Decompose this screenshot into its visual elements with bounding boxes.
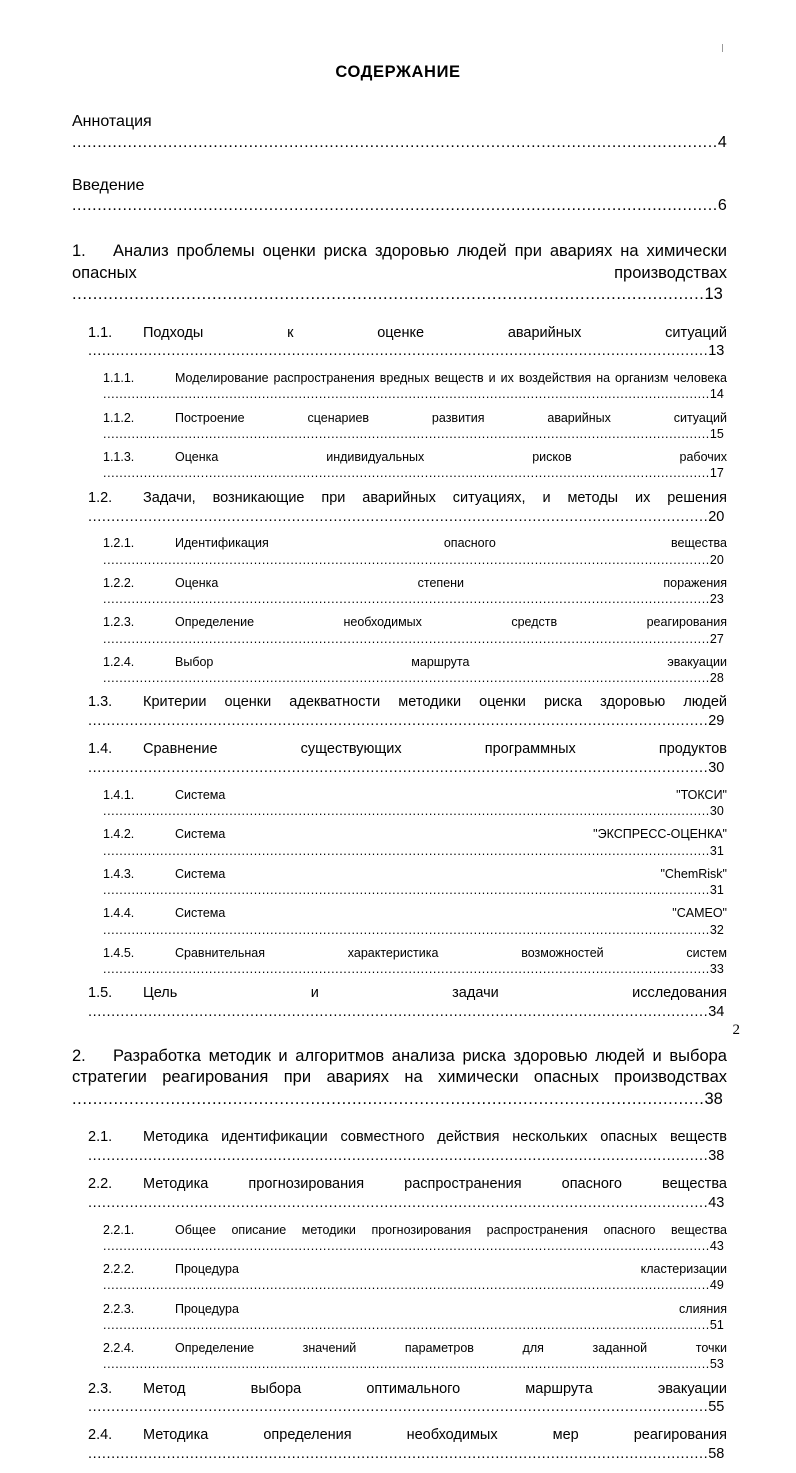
dot-leader: ..................................................................................................................................................... — [103, 466, 710, 481]
entry-page-number: 31 — [709, 883, 724, 897]
entry-page-number: 43 — [708, 1194, 725, 1211]
dot-leader: ...................................................................................................................................... — [88, 343, 709, 360]
entry-label: Система "ChemRisk" — [175, 866, 727, 881]
entry-label: Задачи, возникающие при аварийных ситуациях, и методы их решения — [143, 489, 727, 506]
entry-page-number: 31 — [709, 843, 724, 858]
dot-leader: ...................................................................................................................................... — [88, 759, 709, 776]
entry-label: Определение необходимых средств реагирования — [175, 615, 727, 630]
entry-page-number: 38 — [708, 1148, 725, 1165]
entry-label: Моделирование распространения вредных веществ и их воздействия на организм человека — [175, 371, 727, 386]
entry-label: Система "ЭКСПРЕСС-ОЦЕНКА" — [175, 827, 727, 842]
entry-number: 1.2.2. — [103, 575, 135, 590]
entry-label: Сравнение существующих программных продуктов — [143, 741, 727, 758]
entry-number: 1.1.1. — [103, 371, 135, 386]
toc-entry-front-0[interactable] — [72, 112, 727, 154]
toc-entry-section-1-2[interactable] — [88, 693, 727, 731]
toc-entry-subsection-122[interactable] — [103, 575, 727, 608]
toc-entry-front-1[interactable] — [72, 176, 727, 218]
toc-entry-subsection-121[interactable] — [103, 535, 727, 568]
page-title: СОДЕРЖАНИЕ — [335, 63, 461, 81]
entry-page-number: 33 — [709, 962, 724, 976]
entry-page-number: 43 — [709, 1238, 724, 1253]
entry-label: Введение — [72, 176, 145, 194]
entry-label: Система "ТОКСИ" — [175, 787, 727, 802]
entry-number: 2.2.4. — [103, 1341, 135, 1356]
dot-leader: ..................................................................................................................................................... — [103, 1238, 710, 1253]
entry-page-number: 13 — [704, 285, 723, 304]
toc-entry-section-1-3[interactable] — [88, 740, 727, 778]
entry-number: 1.4.4. — [103, 906, 135, 921]
dot-leader: ................................................................................................................................ — [72, 197, 718, 215]
toc-entry-section-2-2[interactable] — [88, 1380, 727, 1418]
entry-page-number: 13 — [708, 343, 725, 360]
dot-leader: .......................................................................................................................... — [72, 1089, 705, 1108]
entry-number: 1.1.3. — [103, 450, 135, 465]
entry-page-number: 15 — [709, 426, 724, 441]
entry-label: Аннотация — [72, 113, 152, 130]
dot-leader: ...................................................................................................................................... — [88, 1399, 709, 1416]
toc-entry-section-1-0[interactable] — [88, 324, 727, 362]
entry-page-number: 49 — [709, 1278, 724, 1293]
entry-page-number: 27 — [709, 631, 724, 646]
dot-leader: ...................................................................................................................................... — [88, 1148, 709, 1165]
entry-page-number: 53 — [709, 1357, 724, 1372]
entry-page-number: 29 — [708, 713, 725, 730]
entry-label: Методика идентификации совместного действия нескольких опасных веществ — [143, 1129, 727, 1146]
entry-page-number: 20 — [708, 508, 725, 525]
toc-entry-section-2-3[interactable] — [88, 1426, 727, 1464]
dot-leader: ..................................................................................................................................................... — [103, 552, 710, 567]
toc-entry-subsection-113[interactable] — [103, 449, 727, 482]
dot-leader: ..................................................................................................................................................... — [103, 962, 710, 976]
entry-page-number: 51 — [709, 1317, 724, 1332]
toc-entry-subsection-143[interactable] — [103, 866, 727, 899]
toc-entry-section-1-1[interactable] — [88, 489, 727, 527]
entry-label: Метод выбора оптимального маршрута эвакуации — [143, 1380, 727, 1397]
entry-number: 1.2.4. — [103, 654, 135, 669]
entry-label: Процедура кластеризации — [175, 1262, 727, 1277]
entry-label: Идентификация опасного вещества — [175, 536, 727, 551]
entry-number: 2.2.3. — [103, 1301, 135, 1316]
page-number: 2 — [732, 1022, 740, 1038]
toc-entry-subsection-111[interactable] — [103, 370, 727, 403]
entry-number: 2.1. — [88, 1129, 113, 1146]
toc-entry-subsection-112[interactable] — [103, 410, 727, 443]
toc-entry-subsection-123[interactable] — [103, 614, 727, 647]
entry-label: Методика прогнозирования распространения опасного вещества — [143, 1175, 727, 1192]
entry-number: 2.2.2. — [103, 1262, 135, 1277]
dot-leader: ..................................................................................................................................................... — [103, 426, 710, 441]
entry-number: 2.2. — [88, 1175, 113, 1192]
toc-entry-subsection-144[interactable] — [103, 905, 727, 938]
toc-entry-subsection-224[interactable] — [103, 1340, 727, 1373]
entry-page-number: 58 — [708, 1446, 725, 1463]
dot-leader: ...................................................................................................................................... — [88, 713, 709, 730]
entry-label: Подходы к оценке аварийных ситуаций — [143, 324, 727, 341]
toc-entry-subsection-141[interactable] — [103, 787, 727, 820]
toc-entry-subsection-221[interactable] — [103, 1222, 727, 1255]
entry-page-number: 34 — [708, 1004, 725, 1021]
dot-leader: ..................................................................................................................................................... — [103, 387, 710, 402]
entry-number: 2.3. — [88, 1380, 113, 1397]
entry-number: 1.1.2. — [103, 410, 135, 425]
dot-leader: ................................................................................................................................ — [72, 133, 718, 151]
entry-label: Система "CAMEO" — [175, 906, 727, 921]
entry-number: 1.4.3. — [103, 866, 135, 881]
toc-entry-section-2-1[interactable] — [88, 1175, 727, 1213]
dot-leader: ..................................................................................................................................................... — [103, 883, 710, 897]
entry-number: 1.4.5. — [103, 945, 135, 960]
entry-page-number: 28 — [709, 671, 724, 686]
entry-page-number: 23 — [709, 592, 724, 607]
entry-label: Сравнительная характеристика возможностей систем — [175, 945, 727, 960]
dot-leader: ...................................................................................................................................... — [88, 1446, 709, 1463]
entry-page-number: 6 — [717, 197, 727, 215]
entry-number: 1.4. — [88, 741, 113, 758]
entry-page-number: 20 — [709, 552, 724, 567]
scan-artifact-mark — [722, 44, 723, 52]
entry-label: Цель и задачи исследования — [143, 985, 727, 1002]
entry-page-number: 30 — [708, 759, 725, 776]
entry-number: 1.4.1. — [103, 787, 135, 802]
entry-number: 1.4.2. — [103, 827, 135, 842]
entry-number: 2.2.1. — [103, 1222, 135, 1237]
table-of-contents — [72, 112, 727, 1473]
toc-entry-subsection-145[interactable] — [103, 945, 727, 978]
dot-leader: ...................................................................................................................................... — [88, 1004, 709, 1021]
entry-page-number: 17 — [709, 466, 724, 481]
dot-leader: ..................................................................................................................................................... — [103, 631, 710, 646]
entry-label: Методика определения необходимых мер реагирования — [143, 1427, 727, 1444]
toc-entry-chapter-0[interactable] — [72, 241, 727, 305]
dot-leader: ..................................................................................................................................................... — [103, 1278, 710, 1293]
toc-entry-subsection-222[interactable] — [103, 1261, 727, 1294]
entry-page-number: 4 — [717, 133, 727, 151]
dot-leader: ..................................................................................................................................................... — [103, 1317, 710, 1332]
entry-page-number: 38 — [704, 1089, 723, 1108]
entry-label: Общее описание методики прогнозирования распространения опасного вещества — [175, 1222, 727, 1237]
toc-entry-section-2-0[interactable] — [88, 1128, 727, 1166]
dot-leader: ..................................................................................................................................................... — [103, 843, 710, 858]
entry-page-number: 30 — [709, 804, 724, 818]
dot-leader: .......................................................................................................................... — [72, 285, 705, 304]
dot-leader: ..................................................................................................................................................... — [103, 592, 710, 607]
entry-number: 1.2.1. — [103, 536, 135, 551]
dot-leader: ..................................................................................................................................................... — [103, 1357, 710, 1372]
entry-label: Разработка методик и алгоритмов анализа риска здоровью людей и выбора стратегии реагирования при авариях на химически опасных производствах — [72, 1046, 727, 1087]
entry-label: Оценка степени поражения — [175, 575, 727, 590]
entry-number: 1.5. — [88, 985, 113, 1002]
toc-entry-subsection-142[interactable] — [103, 826, 727, 859]
entry-label: Оценка индивидуальных рисков рабочих — [175, 450, 727, 465]
entry-number: 1.3. — [88, 694, 113, 711]
toc-entry-subsection-124[interactable] — [103, 654, 727, 687]
entry-label: Процедура слияния — [175, 1301, 727, 1316]
entry-label: Критерии оценки адекватности методики оценки риска здоровью людей — [143, 694, 727, 711]
entry-label: Анализ проблемы оценки риска здоровью людей при авариях на химически опасных производствах — [72, 242, 727, 282]
entry-number: 1.2. — [88, 489, 113, 506]
dot-leader: ..................................................................................................................................................... — [103, 804, 710, 818]
dot-leader: ...................................................................................................................................... — [88, 508, 709, 525]
dot-leader: ..................................................................................................................................................... — [103, 671, 710, 686]
entry-label: Определение значений параметров для заданной точки — [175, 1341, 727, 1356]
entry-number: 1.2.3. — [103, 615, 135, 630]
entry-number: 1. — [72, 242, 86, 261]
toc-entry-subsection-223[interactable] — [103, 1301, 727, 1334]
toc-entry-chapter-1[interactable] — [72, 1046, 727, 1110]
entry-number: 2.4. — [88, 1427, 113, 1444]
entry-number: 1.1. — [88, 324, 113, 341]
entry-label: Выбор маршрута эвакуации — [175, 654, 727, 669]
entry-number: 2. — [72, 1046, 86, 1065]
dot-leader: ...................................................................................................................................... — [88, 1194, 709, 1211]
toc-entry-section-1-4[interactable] — [88, 984, 727, 1022]
entry-page-number: 32 — [709, 922, 724, 937]
dot-leader: ..................................................................................................................................................... — [103, 922, 710, 937]
entry-page-number: 14 — [709, 387, 724, 402]
entry-label: Построение сценариев развития аварийных ситуаций — [175, 410, 727, 425]
entry-page-number: 55 — [708, 1399, 725, 1416]
